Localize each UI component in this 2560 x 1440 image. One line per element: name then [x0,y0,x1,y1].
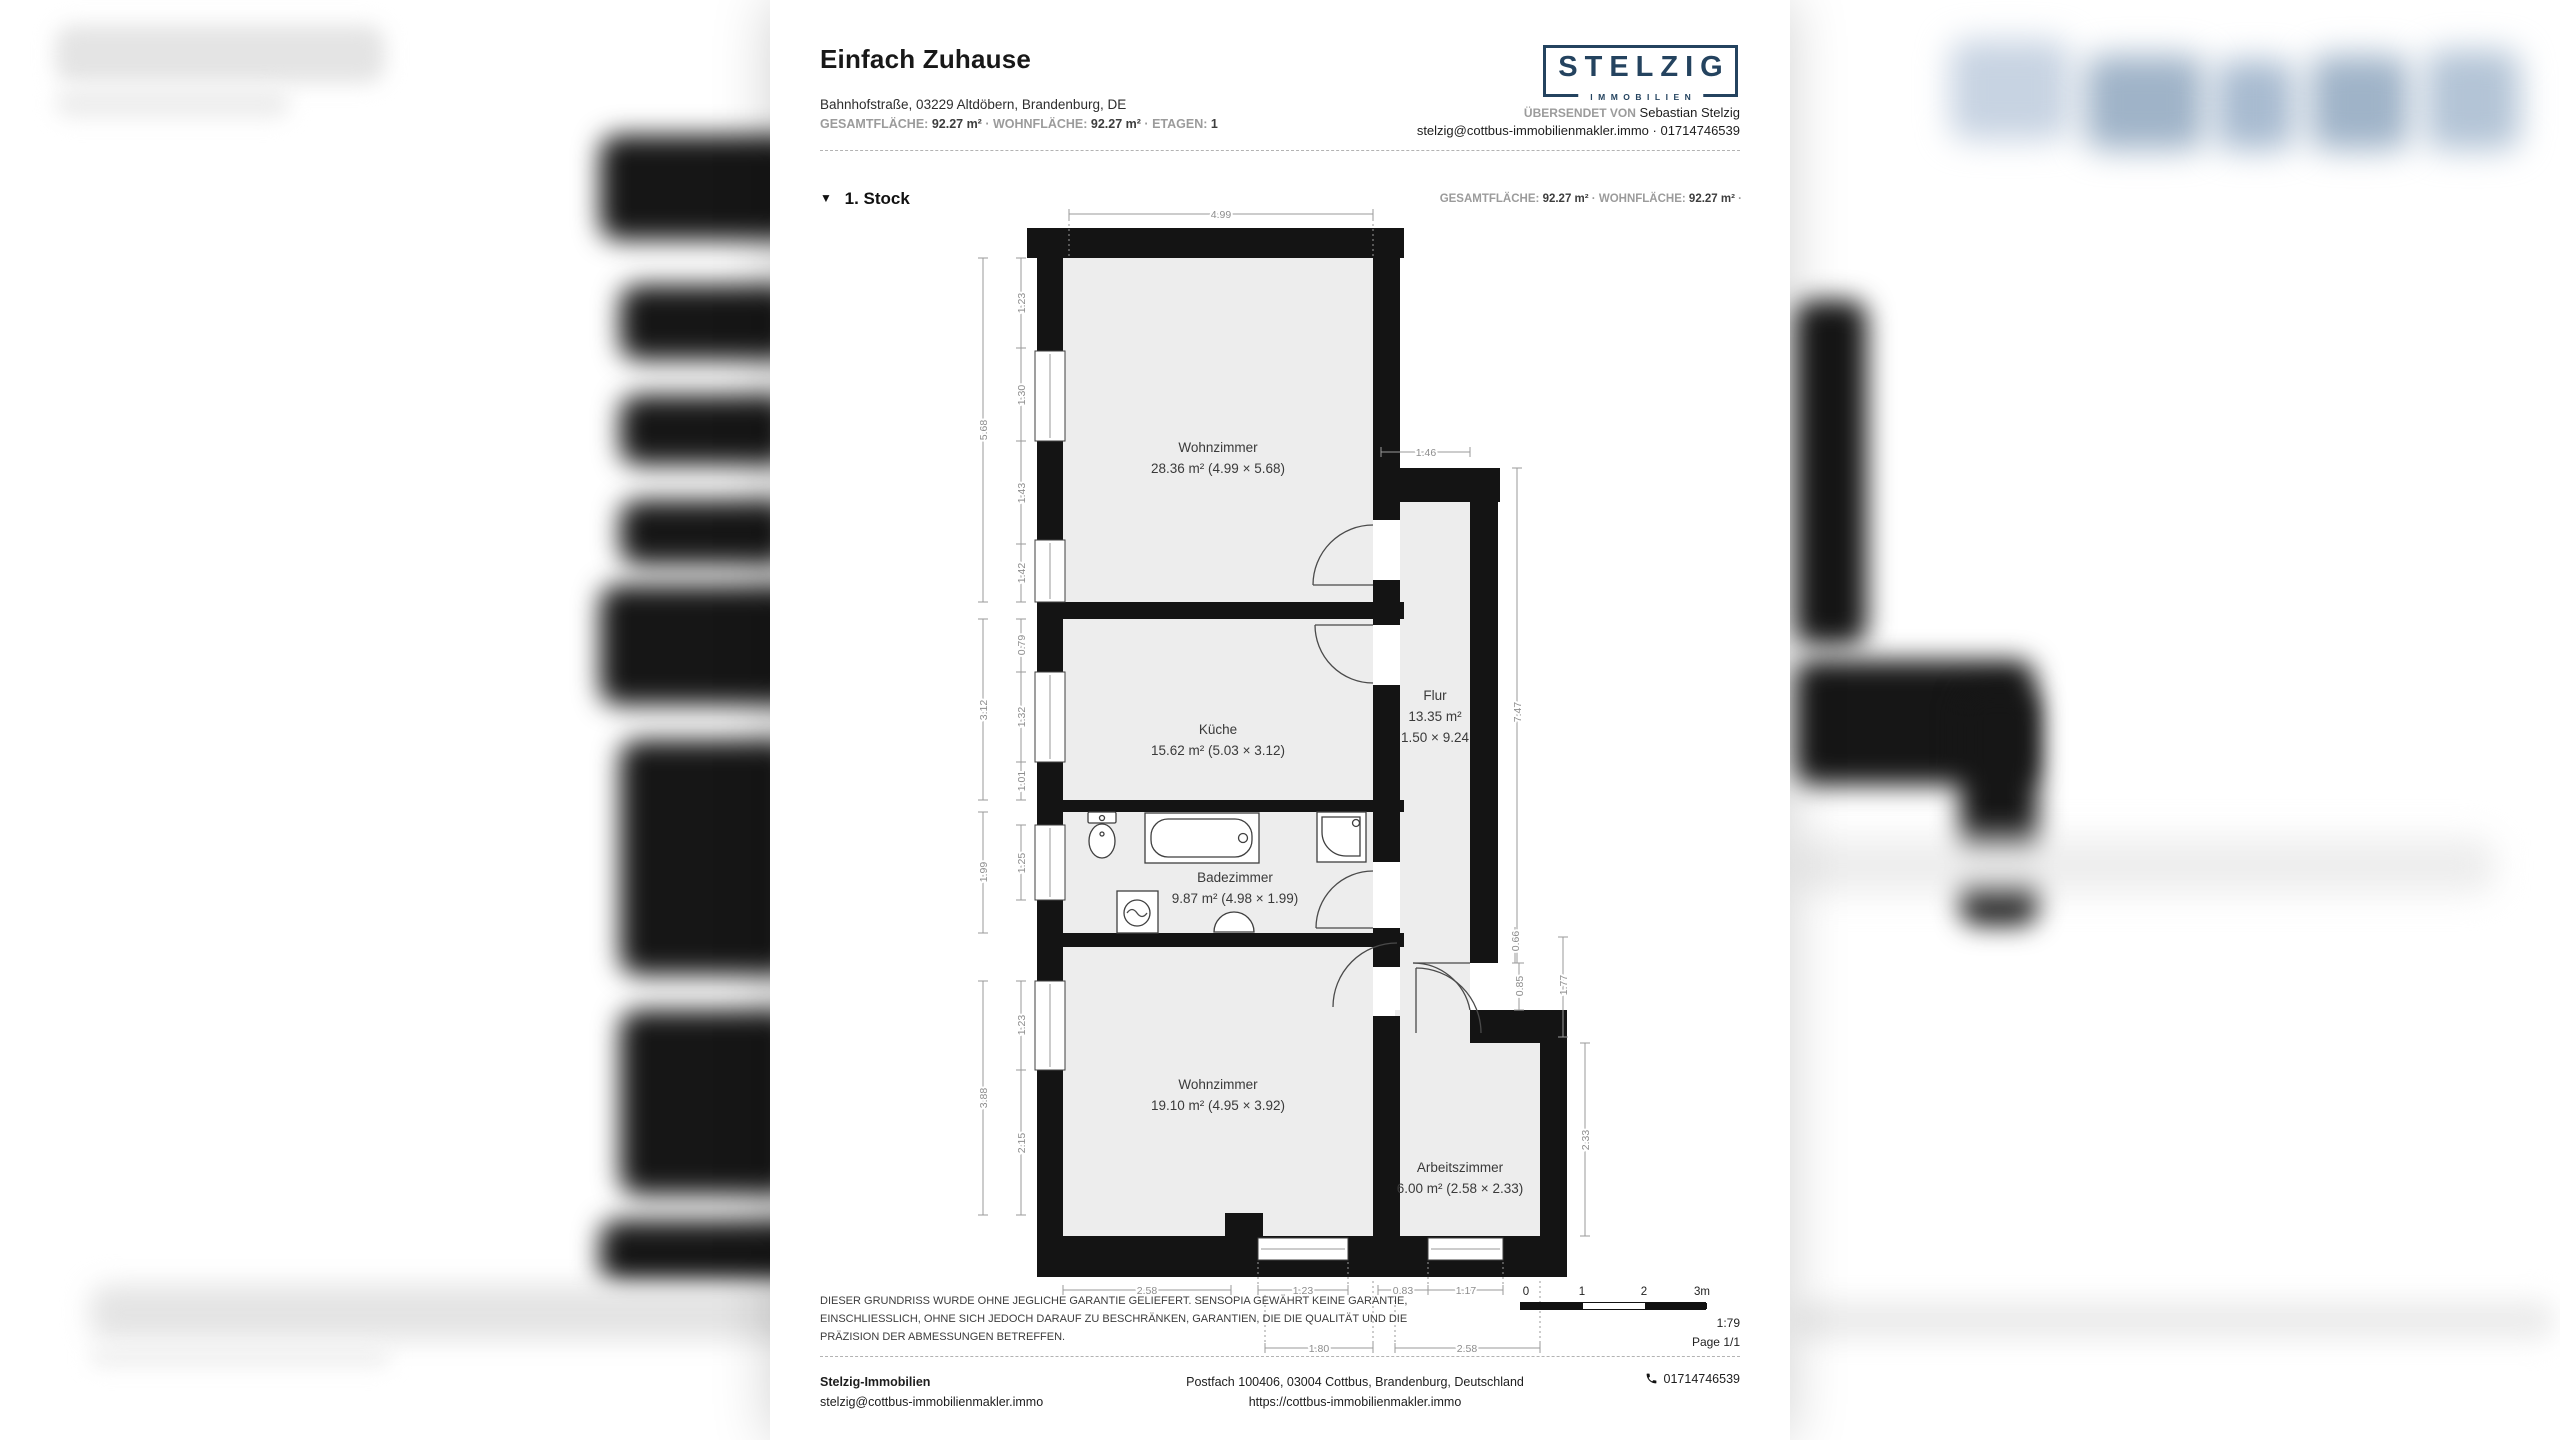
footer-email[interactable]: stelzig@cottbus-immobilienmakler.immo [820,1395,1044,1409]
floorplan-page [770,0,1790,1440]
separator [820,1356,1740,1357]
svg-text:1.42: 1.42 [1016,562,1028,584]
footer-phone[interactable]: 01714746539 [1645,1372,1740,1386]
meta-value: 92.27 m² [931,117,982,131]
svg-text:1.23: 1.23 [1016,1014,1028,1036]
floor-section-header[interactable]: ▼ 1. Stock [820,189,910,208]
svg-text:13.35 m²: 13.35 m² [1408,709,1462,724]
scale-tick: 2 [1640,1286,1648,1298]
svg-text:1.77: 1.77 [1558,974,1570,996]
svg-text:1.46: 1.46 [1415,447,1437,459]
floor-section-meta: GESAMTFLÄCHE: 92.27 m² · WOHNFLÄCHE: 92.27 m² · [1439,193,1742,205]
backdrop-blob [620,1010,795,1195]
svg-text:0.85: 0.85 [1514,975,1526,997]
room-label: Flur [1423,688,1447,703]
svg-text:1.25: 1.25 [1016,852,1028,874]
backdrop-blob [1795,300,1867,645]
footer-address-block [1030,1372,1680,1412]
svg-text:1.50 × 9.24: 1.50 × 9.24 [1401,730,1469,745]
sender-line: ÜBERSENDET VON Sebastian Stelzig [1523,105,1740,120]
meta-label: WOHNFLÄCHE: [992,117,1088,131]
room-label: Arbeitszimmer [1416,1160,1504,1175]
disclaimer-text: DIESER GRUNDRISS WURDE OHNE JEGLICHE GARANTIE GELIEFERT. SENSOPIA GEWÄHRT KEINE GARANTIE, EINSCHLIESSLICH, OHNE SICH JEDOCH DARAUF ZU BESCHRÄNKEN, GARANTIEN, DIE DIE QUALITÄT UND DIE PRÄZISION DER ABMESSUNGEN BETREFFEN. [820,1295,1408,1343]
scale-tick: 3m [1694,1286,1710,1298]
backdrop-logo-blob [2425,50,2520,150]
sender-contact: stelzig@cottbus-immobilienmakler.immo · 01714746539 [1416,123,1740,138]
stelzig-logo [1543,45,1738,102]
svg-text:4.99: 4.99 [1210,209,1232,221]
logo-subtitle: IMMOBILIEN [1578,92,1704,102]
toilet-icon [1088,812,1116,858]
svg-text:2.58: 2.58 [1136,1285,1158,1297]
meta-label: ETAGEN: [1152,117,1208,131]
washing-machine-icon [1117,891,1158,933]
scale-ratio: 1:79 [1716,1316,1740,1330]
backdrop-blob [620,395,790,465]
svg-text:5.68: 5.68 [978,419,990,441]
svg-text:1.01: 1.01 [1016,770,1028,792]
svg-text:1.23: 1.23 [1016,292,1028,314]
svg-text:2.15: 2.15 [1016,1132,1028,1154]
backdrop-blob [90,1348,390,1366]
page-title: Einfach Zuhause [820,44,1032,74]
scale-bar [1520,1302,1706,1310]
backdrop-logo-blob [2085,55,2205,150]
svg-text:1.30: 1.30 [1016,384,1028,406]
footer-company: Stelzig-Immobilien [820,1375,931,1389]
scale-tick: 0 [1522,1286,1530,1298]
logo-wordmark: STELZIG [1558,51,1730,83]
backdrop-logo-blob [2215,60,2295,150]
room-label: Küche [1198,722,1238,737]
svg-text:0.79: 0.79 [1016,634,1028,656]
room-label: Wohnzimmer [1178,440,1258,455]
backdrop-blob [620,740,795,975]
footer-company-block [820,1372,1043,1412]
room-label: Wohnzimmer [1178,1077,1258,1092]
backdrop-blob [55,88,290,118]
svg-text:9.87 m² (4.98 × 1.99): 9.87 m² (4.98 × 1.99) [1171,891,1299,906]
svg-text:7.47: 7.47 [1512,701,1524,723]
backdrop-blob [1795,1300,2555,1340]
svg-text:3.88: 3.88 [978,1087,990,1109]
backdrop-blob [620,500,790,565]
floorplan-drawing [978,195,1610,1370]
svg-text:1.23: 1.23 [1292,1285,1314,1297]
svg-text:0.66: 0.66 [1510,930,1522,952]
backdrop-blob [55,25,385,83]
svg-text:1.17: 1.17 [1455,1285,1477,1297]
bathtub-icon [1145,813,1259,863]
svg-text:28.36 m² (4.99 × 5.68): 28.36 m² (4.99 × 5.68) [1151,461,1285,476]
page-number: Page 1/1 [1691,1335,1740,1349]
svg-text:19.10 m² (4.95 × 3.92): 19.10 m² (4.95 × 3.92) [1151,1098,1285,1113]
phone-icon [1645,1372,1658,1385]
backdrop-blob [1795,838,2495,893]
meta-value: 1 [1210,117,1218,131]
footer-website[interactable]: https://cottbus-immobilienmakler.immo [1248,1395,1462,1409]
svg-text:2.58: 2.58 [1456,1343,1478,1355]
property-address: Bahnhofstraße, 03229 Altdöbern, Brandenburg, DE [820,97,1127,112]
svg-text:1.80: 1.80 [1308,1343,1330,1355]
meta-label: GESAMTFLÄCHE: [820,117,929,131]
shower-icon [1317,812,1366,862]
backdrop-logo-blob [1950,40,2070,140]
room-label: Badezimmer [1197,870,1273,885]
backdrop-blob [90,1285,830,1340]
backdrop-logo-blob [2310,55,2410,150]
svg-text:3.12: 3.12 [978,699,990,721]
svg-text:1.43: 1.43 [1016,482,1028,504]
svg-text:2.33: 2.33 [1580,1129,1592,1151]
svg-text:0.83: 0.83 [1392,1285,1414,1297]
separator [820,150,1740,151]
scale-tick: 1 [1578,1286,1586,1298]
room-floors [1063,258,1540,1236]
svg-text:1.32: 1.32 [1016,706,1028,728]
svg-text:1.99: 1.99 [978,861,990,883]
meta-value: 92.27 m² [1090,117,1141,131]
backdrop-blob [620,285,795,360]
collapse-triangle-icon[interactable]: ▼ [820,191,832,205]
property-meta: GESAMTFLÄCHE: 92.27 m² · WOHNFLÄCHE: 92.27 m² · ETAGEN: 1 [820,117,1218,131]
footer-postal-address: Postfach 100406, 03004 Cottbus, Brandenburg, Deutschland [1186,1375,1524,1389]
svg-text:6.00 m² (2.58 × 2.33): 6.00 m² (2.58 × 2.33) [1396,1181,1524,1196]
svg-text:15.62 m² (5.03 × 3.12): 15.62 m² (5.03 × 3.12) [1151,743,1285,758]
